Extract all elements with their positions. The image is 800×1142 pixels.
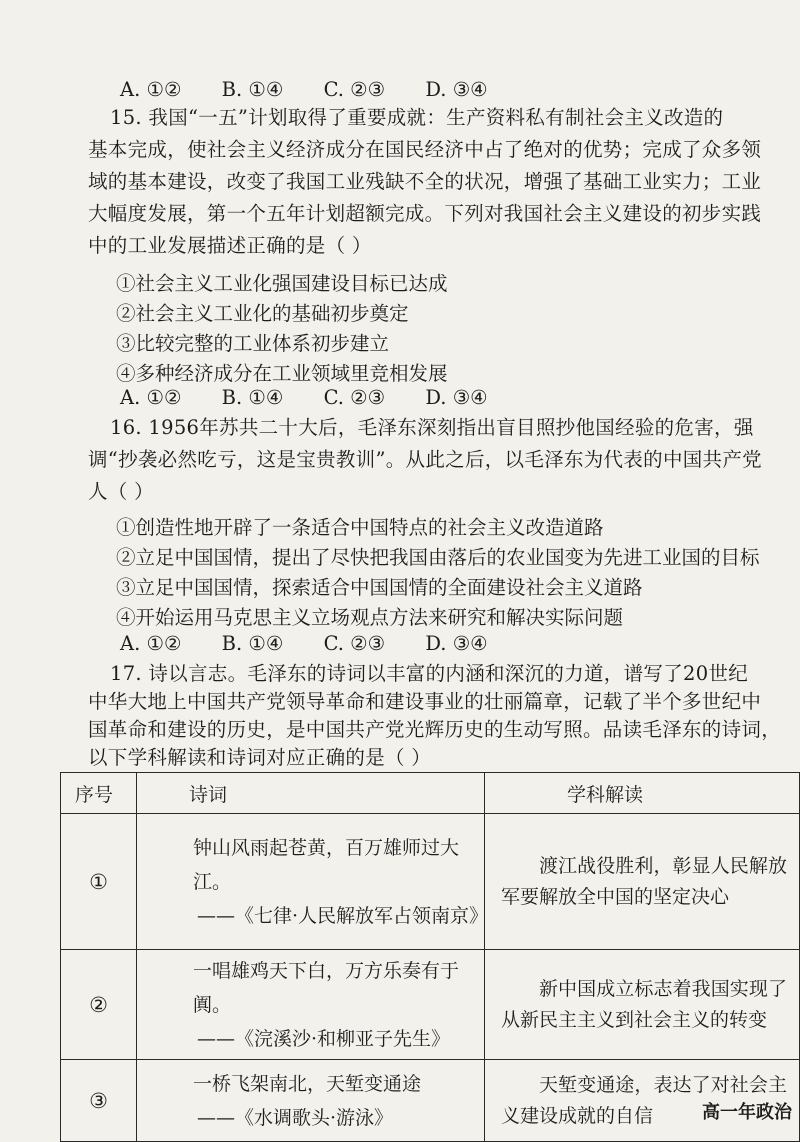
table-row <box>61 814 800 950</box>
q16-item-1: ①创造性地开辟了一条适合中国特点的社会主义改造道路 <box>116 516 604 539</box>
reading-cell: 天堑变通途，表达了对社会主义建设成就的自信 <box>484 1060 799 1142</box>
poem-cell <box>137 814 489 950</box>
option-c: C. ②③ <box>323 386 386 409</box>
q15-line-1: 15. 我国“一五”计划取得了重要成就：生产资料私有制社会主义改造的 <box>110 106 724 129</box>
header-reading: 学科解读 <box>484 773 799 814</box>
row-number: ② <box>61 950 137 1060</box>
option-c: C. ②③ <box>323 78 386 101</box>
option-b: B. ①④ <box>221 386 284 409</box>
table-header <box>61 773 800 814</box>
option-c: C. ②③ <box>323 632 386 655</box>
poem-source: ——《七律·人民解放军占领南京》 <box>197 904 489 927</box>
poem-text: 一唱雄鸡天下白，万方乐奏有于阗。 <box>193 959 460 1016</box>
row-number: ① <box>61 814 137 950</box>
page-footer: 高一年政治 <box>702 1102 792 1123</box>
option-d: D. ③④ <box>425 632 488 655</box>
option-b: B. ①④ <box>221 78 284 101</box>
option-a: A. ①② <box>120 386 182 409</box>
q16-line-2: 调“抄袭必然吃亏，这是宝贵教训”。从此之后，以毛泽东为代表的中国共产党 <box>88 448 762 471</box>
q16-item-2: ②立足中国国情，提出了尽快把我国由落后的农业国变为先进工业国的目标 <box>116 546 760 569</box>
poem-source: ——《浣溪沙·和柳亚子先生》 <box>197 1027 451 1050</box>
q14-options <box>120 78 522 101</box>
poem-source: ——《水调歌头·游泳》 <box>197 1106 394 1129</box>
q16-line-3: 人（ ） <box>88 480 154 503</box>
q17-line-4: 以下学科解读和诗词对应正确的是（ ） <box>88 746 432 769</box>
q16-item-4: ④开始运用马克思主义立场观点方法来研究和解决实际问题 <box>116 606 624 629</box>
poem-text: 钟山风雨起苍黄，百万雄师过大江。 <box>193 836 460 893</box>
table-row <box>61 1060 800 1142</box>
option-d: D. ③④ <box>425 78 488 101</box>
q15-options <box>120 386 522 409</box>
q15-line-4: 大幅度发展，第一个五年计划超额完成。下列对我国社会主义建设的初步实践 <box>88 202 762 225</box>
option-a: A. ①② <box>120 78 182 101</box>
q16-line-1: 16. 1956年苏共二十大后，毛泽东深刻指出盲目照抄他国经验的危害，强 <box>110 416 754 439</box>
q16-item-3: ③立足中国国情，探索适合中国国情的全面建设社会主义道路 <box>116 576 643 599</box>
poem-table <box>60 772 800 1142</box>
option-d: D. ③④ <box>425 386 488 409</box>
q15-line-3: 域的基本建设，改变了我国工业残缺不全的状况，增强了基础工业实力；工业 <box>88 170 762 193</box>
poem-cell <box>137 950 485 1060</box>
q16-options <box>120 632 522 655</box>
q15-item-2: ②社会主义工业化的基础初步奠定 <box>116 302 409 325</box>
row-number: ③ <box>61 1060 137 1142</box>
poem-text: 一桥飞架南北，天堑变通途 <box>193 1072 422 1095</box>
option-b: B. ①④ <box>221 632 284 655</box>
q17-line-2: 中华大地上中国共产党领导革命和建设事业的壮丽篇章，记载了半个多世纪中 <box>88 690 762 713</box>
header-seq: 序号 <box>61 773 137 814</box>
q17-line-1: 17. 诗以言志。毛泽东的诗词以丰富的内涵和深沉的力道，谱写了20世纪 <box>110 662 749 685</box>
poem-cell <box>137 1060 485 1142</box>
option-a: A. ①② <box>120 632 182 655</box>
table-row <box>61 950 800 1060</box>
q15-item-1: ①社会主义工业化强国建设目标已达成 <box>116 272 448 295</box>
header-poem: 诗词 <box>137 773 485 814</box>
q17-line-3: 国革命和建设的历史，是中国共产党光辉历史的生动写照。品读毛泽东的诗词， <box>88 718 782 741</box>
q15-line-2: 基本完成，使社会主义经济成分在国民经济中占了绝对的优势；完成了众多领 <box>88 138 762 161</box>
q15-item-4: ④多种经济成分在工业领域里竞相发展 <box>116 362 448 385</box>
reading-cell: 新中国成立标志着我国实现了从新民主主义到社会主义的转变 <box>484 950 799 1060</box>
reading-cell: 渡江战役胜利，彰显人民解放军要解放全中国的坚定决心 <box>484 814 799 950</box>
q15-line-5: 中的工业发展描述正确的是（ ） <box>88 234 372 257</box>
q15-item-3: ③比较完整的工业体系初步建立 <box>116 332 390 355</box>
